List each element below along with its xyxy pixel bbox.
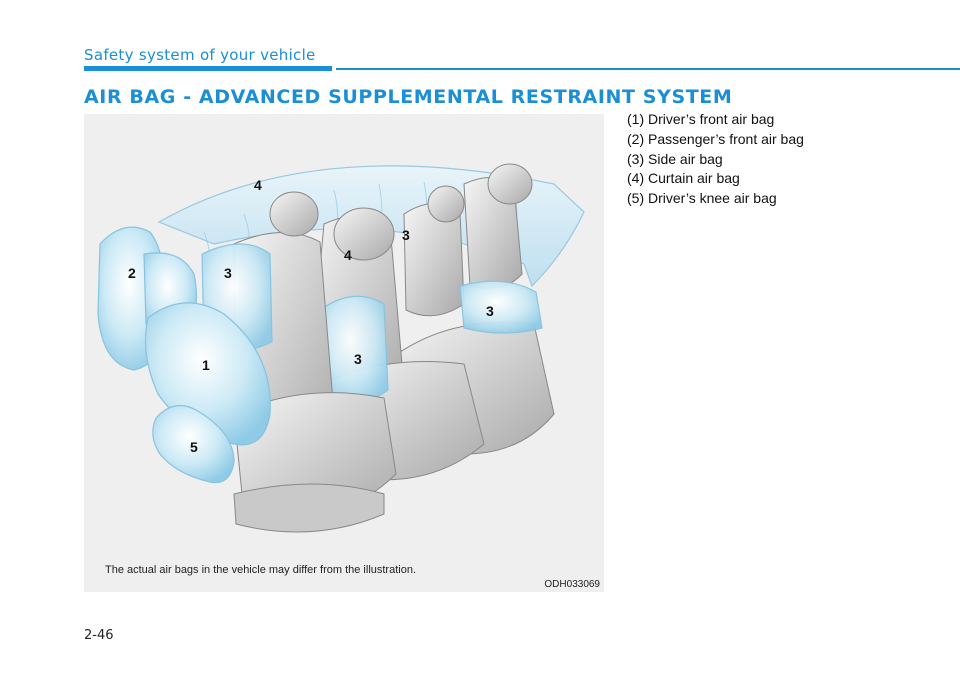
legend-item: (3) Side air bag	[627, 150, 723, 167]
figure-caption: The actual air bags in the vehicle may differ from the illustration.	[105, 564, 417, 576]
legend-item: (1) Driver’s front air bag	[627, 111, 775, 127]
callout-driver-knee: 5	[190, 439, 198, 455]
airbag-illustration-drawing	[84, 114, 604, 592]
callout-driver-side: 3	[224, 265, 232, 281]
header-rule-thin	[336, 68, 960, 70]
airbag-illustration	[84, 114, 604, 592]
legend-item: (5) Driver’s knee air bag	[627, 190, 777, 207]
rear-side-airbag	[460, 281, 542, 333]
callout-passenger-side: 3	[354, 351, 362, 367]
callout-rear-side: 3	[486, 303, 494, 319]
page-heading: AIR BAG - ADVANCED SUPPLEMENTAL RESTRAINT SYSTEM	[84, 86, 733, 108]
callout-passenger-front: 2	[128, 265, 136, 281]
section-title: Safety system of your vehicle	[84, 46, 316, 64]
legend-item: (2) Passenger’s front air bag	[627, 130, 804, 147]
callout-rear-side-upper: 3	[402, 227, 410, 243]
callout-curtain-right: 4	[344, 247, 352, 263]
callout-curtain-left: 4	[254, 177, 262, 193]
header-rule-thick	[84, 66, 332, 71]
callout-driver-front: 1	[202, 357, 210, 373]
figure-code: ODH033069	[544, 579, 600, 590]
airbag-legend	[627, 110, 804, 209]
page-number: 2-46	[84, 628, 114, 643]
legend-item: (4) Curtain air bag	[627, 170, 740, 187]
